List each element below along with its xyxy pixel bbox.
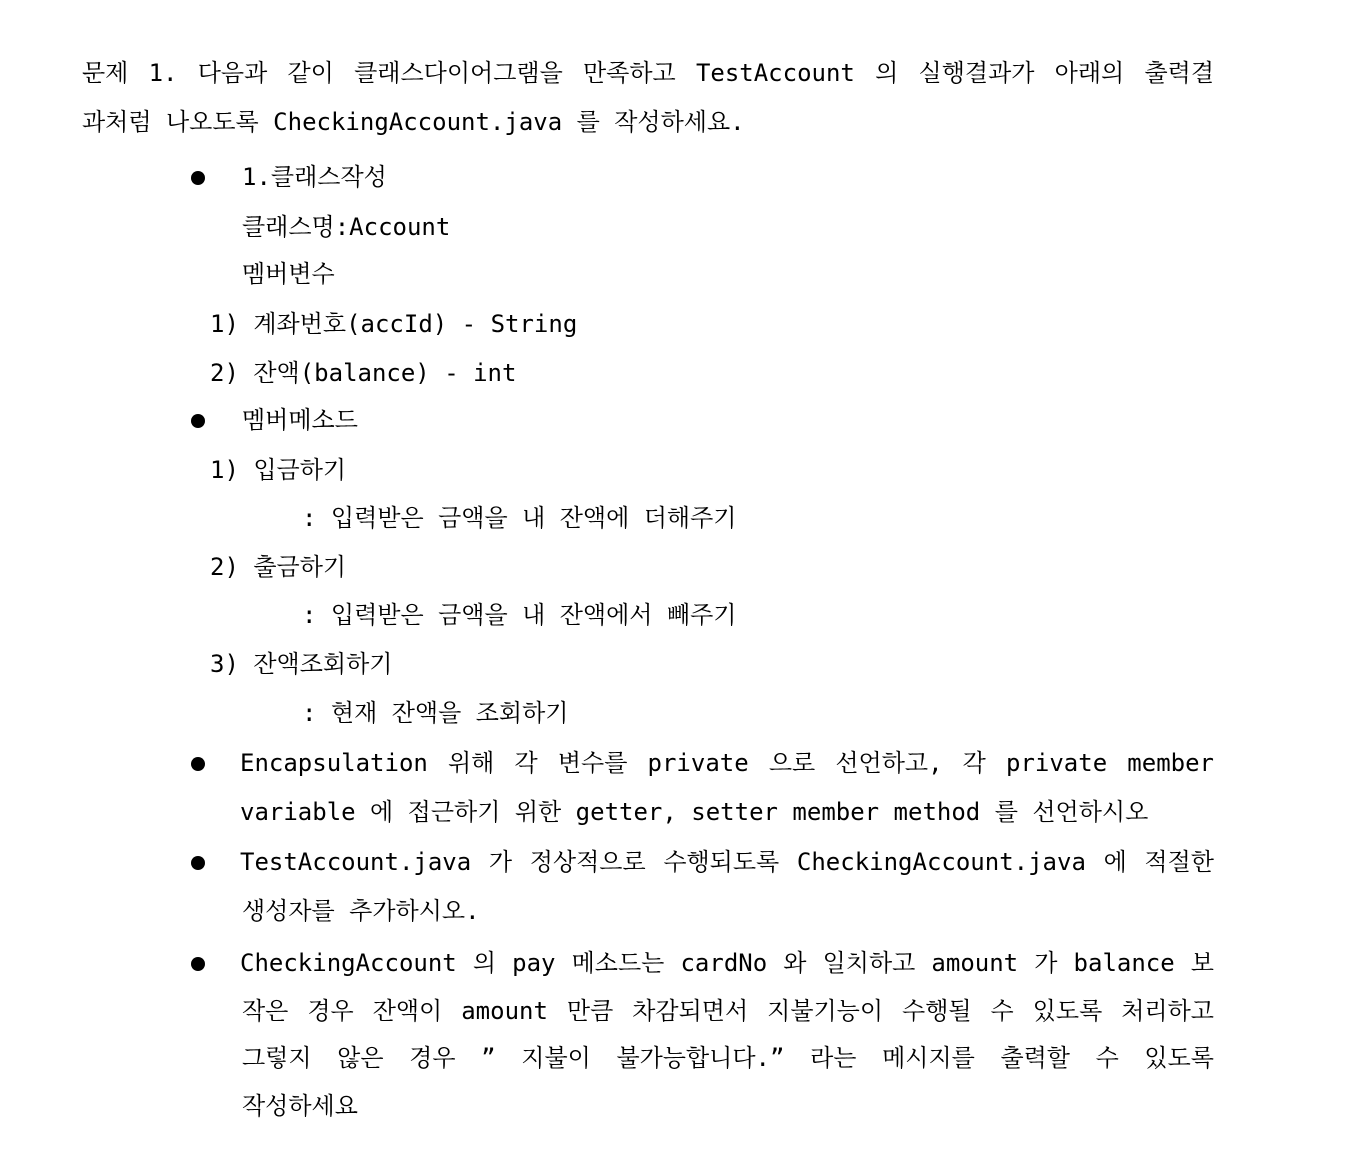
problem-line-1: 문제 1. 다음과 같이 클래스다이어그램을 만족하고 TestAccount 의 실행결과가 아래의 출력결 [82, 59, 1214, 87]
method-withdraw-label: 2) 출금하기 [210, 553, 347, 581]
method-balance-inquiry-desc: : 현재 잔액을 조회하기 [302, 699, 569, 727]
method-balance-inquiry-label: 3) 잔액조회하기 [210, 650, 393, 678]
problem-line-2: 과처럼 나오도록 CheckingAccount.java 를 작성하세요. [82, 108, 745, 136]
pay-line-1: CheckingAccount 의 pay 메소드는 cardNo 와 일치하고 amount 가 balance 보 [240, 949, 1214, 977]
method-withdraw-desc: : 입력받은 금액을 내 잔액에서 빼주기 [302, 601, 737, 629]
class-name-text: 클래스명:Account [242, 213, 451, 241]
bullet-encapsulation [191, 757, 205, 771]
pay-line-3: 그렇지 않은 경우 ” 지불이 불가능합니다.” 라는 메시지를 출력할 수 있도록 [242, 1044, 1214, 1072]
member-variable-balance: 2) 잔액(balance) - int [210, 359, 517, 387]
constructor-line-1: TestAccount.java 가 정상적으로 수행되도록 CheckingAccount.java 에 적절한 [240, 848, 1214, 876]
encapsulation-line-2: variable 에 접근하기 위한 getter, setter member method 를 선언하시오 [240, 798, 1149, 826]
bullet-class-definition [191, 171, 205, 185]
pay-line-2: 작은 경우 잔액이 amount 만큼 차감되면서 지불기능이 수행될 수 있도록 처리하고 [242, 997, 1214, 1025]
bullet-constructor [191, 856, 205, 870]
method-deposit-desc: : 입력받은 금액을 내 잔액에 더해주기 [302, 504, 737, 532]
member-variables-label: 멤버변수 [242, 260, 335, 288]
member-variable-account-id: 1) 계좌번호(accId) - String [210, 310, 578, 338]
bullet-member-methods [191, 414, 205, 428]
pay-line-4: 작성하세요 [242, 1092, 358, 1120]
bullet-pay-method [191, 957, 205, 971]
methods-section-title: 멤버메소드 [242, 406, 358, 434]
method-deposit-label: 1) 입금하기 [210, 456, 347, 484]
encapsulation-line-1: Encapsulation 위해 각 변수를 private 으로 선언하고, 각 private member [240, 749, 1214, 777]
constructor-line-2: 생성자를 추가하시오. [242, 897, 480, 925]
class-section-title: 1.클래스작성 [242, 163, 387, 191]
